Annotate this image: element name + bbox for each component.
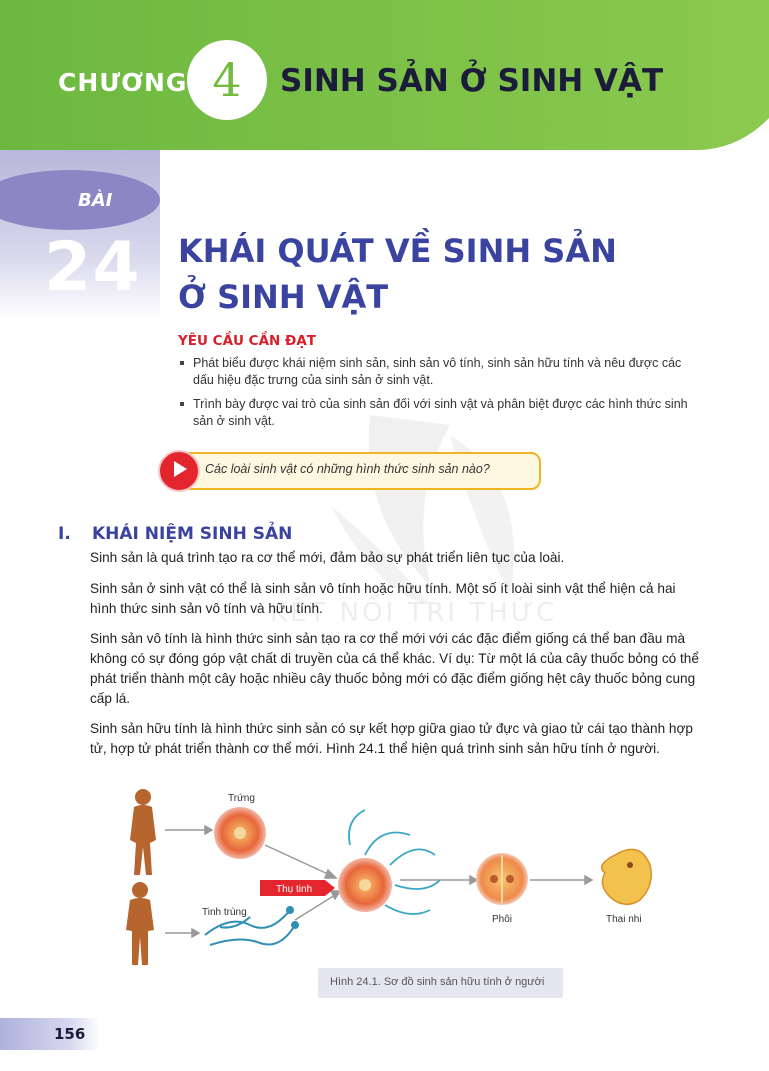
requirement-item: Trình bày được vai trò của sinh sản đối với sinh vật và phân biệt được các hình thức sinh sản ở sinh vật. bbox=[178, 396, 698, 430]
requirements-list bbox=[178, 355, 698, 437]
question-text: Các loài sinh vật có những hình thức sinh sản nào? bbox=[205, 462, 490, 476]
paragraph-sexual: Sinh sản hữu tính là hình thức sinh sản có sự kết hợp giữa giao tử đực và giao tử cái tạo thành hợp tử, hợp tử phát triển thành cơ thể mới. Hình 24.1 thể hiện quá trình sinh sản hữu tính ở người. bbox=[90, 721, 693, 756]
embryo-icon bbox=[476, 853, 528, 905]
fetus-icon bbox=[602, 849, 652, 904]
requirements-title: YÊU CẦU CẦN ĐẠT bbox=[178, 333, 316, 349]
lesson-title bbox=[178, 228, 617, 320]
section-title: KHÁI NIỆM SINH SẢN bbox=[92, 524, 293, 544]
lesson-number: 24 bbox=[44, 228, 141, 307]
paragraph-types: Sinh sản ở sinh vật có thể là sinh sản vô tính hoặc hữu tính. Một số ít loài sinh vật thể hiện cả hai hình thức sinh sản vô tính và hữu tính. bbox=[90, 581, 676, 616]
page-number: 156 bbox=[54, 1025, 86, 1043]
paragraph-asexual: Sinh sản vô tính là hình thức sinh sản tạo ra cơ thể mới với các đặc điểm giống cá thể ban đầu mà không có sự đóng góp vật chất di truyền của cá thể khác. Ví dụ: Từ một lá của cây thuốc bỏng có thể phát triển thành một cây hoặc nhiều cây thuốc bỏng mới có đặc điểm giống hệt cây thuốc bỏng cung cấp lá. bbox=[90, 631, 699, 706]
sperm-label: Tinh trùng bbox=[202, 907, 247, 918]
lesson-title-line-2: Ở SINH VẬT bbox=[178, 278, 389, 316]
egg-cell-icon bbox=[214, 807, 266, 859]
play-triangle-icon bbox=[174, 461, 187, 477]
chapter-title: SINH SẢN Ở SINH VẬT bbox=[280, 63, 664, 99]
zygote-icon bbox=[338, 858, 392, 912]
section-number: I. bbox=[58, 524, 71, 544]
male-figure-icon bbox=[126, 882, 154, 965]
chapter-number-badge: 4 bbox=[187, 40, 267, 120]
figure-caption: Hình 24.1. Sơ đồ sinh sản hữu tính ở người bbox=[330, 976, 545, 988]
lesson-title-line-1: KHÁI QUÁT VỀ SINH SẢN bbox=[178, 232, 617, 270]
egg-label: Trứng bbox=[228, 793, 255, 804]
chapter-label: CHƯƠNG bbox=[58, 68, 188, 97]
paragraph-definition: Sinh sản là quá trình tạo ra cơ thể mới, đảm bảo sự phát triển liên tục của loài. bbox=[90, 550, 565, 565]
lesson-label: BÀI bbox=[78, 190, 113, 211]
fetus-label: Thai nhi bbox=[606, 914, 642, 925]
sexual-reproduction-diagram bbox=[110, 785, 670, 970]
embryo-label: Phôi bbox=[492, 914, 513, 925]
watermark-text: KẾT NỐI TRI THỨC bbox=[270, 598, 558, 628]
requirement-item: Phát biểu được khái niệm sinh sản, sinh sản vô tính, sinh sản hữu tính và nêu được các dấu hiệu đặc trưng của sinh sản ở sinh vật. bbox=[178, 355, 698, 389]
female-figure-icon bbox=[130, 789, 156, 875]
fertilization-label: Thụ tinh bbox=[276, 884, 313, 895]
